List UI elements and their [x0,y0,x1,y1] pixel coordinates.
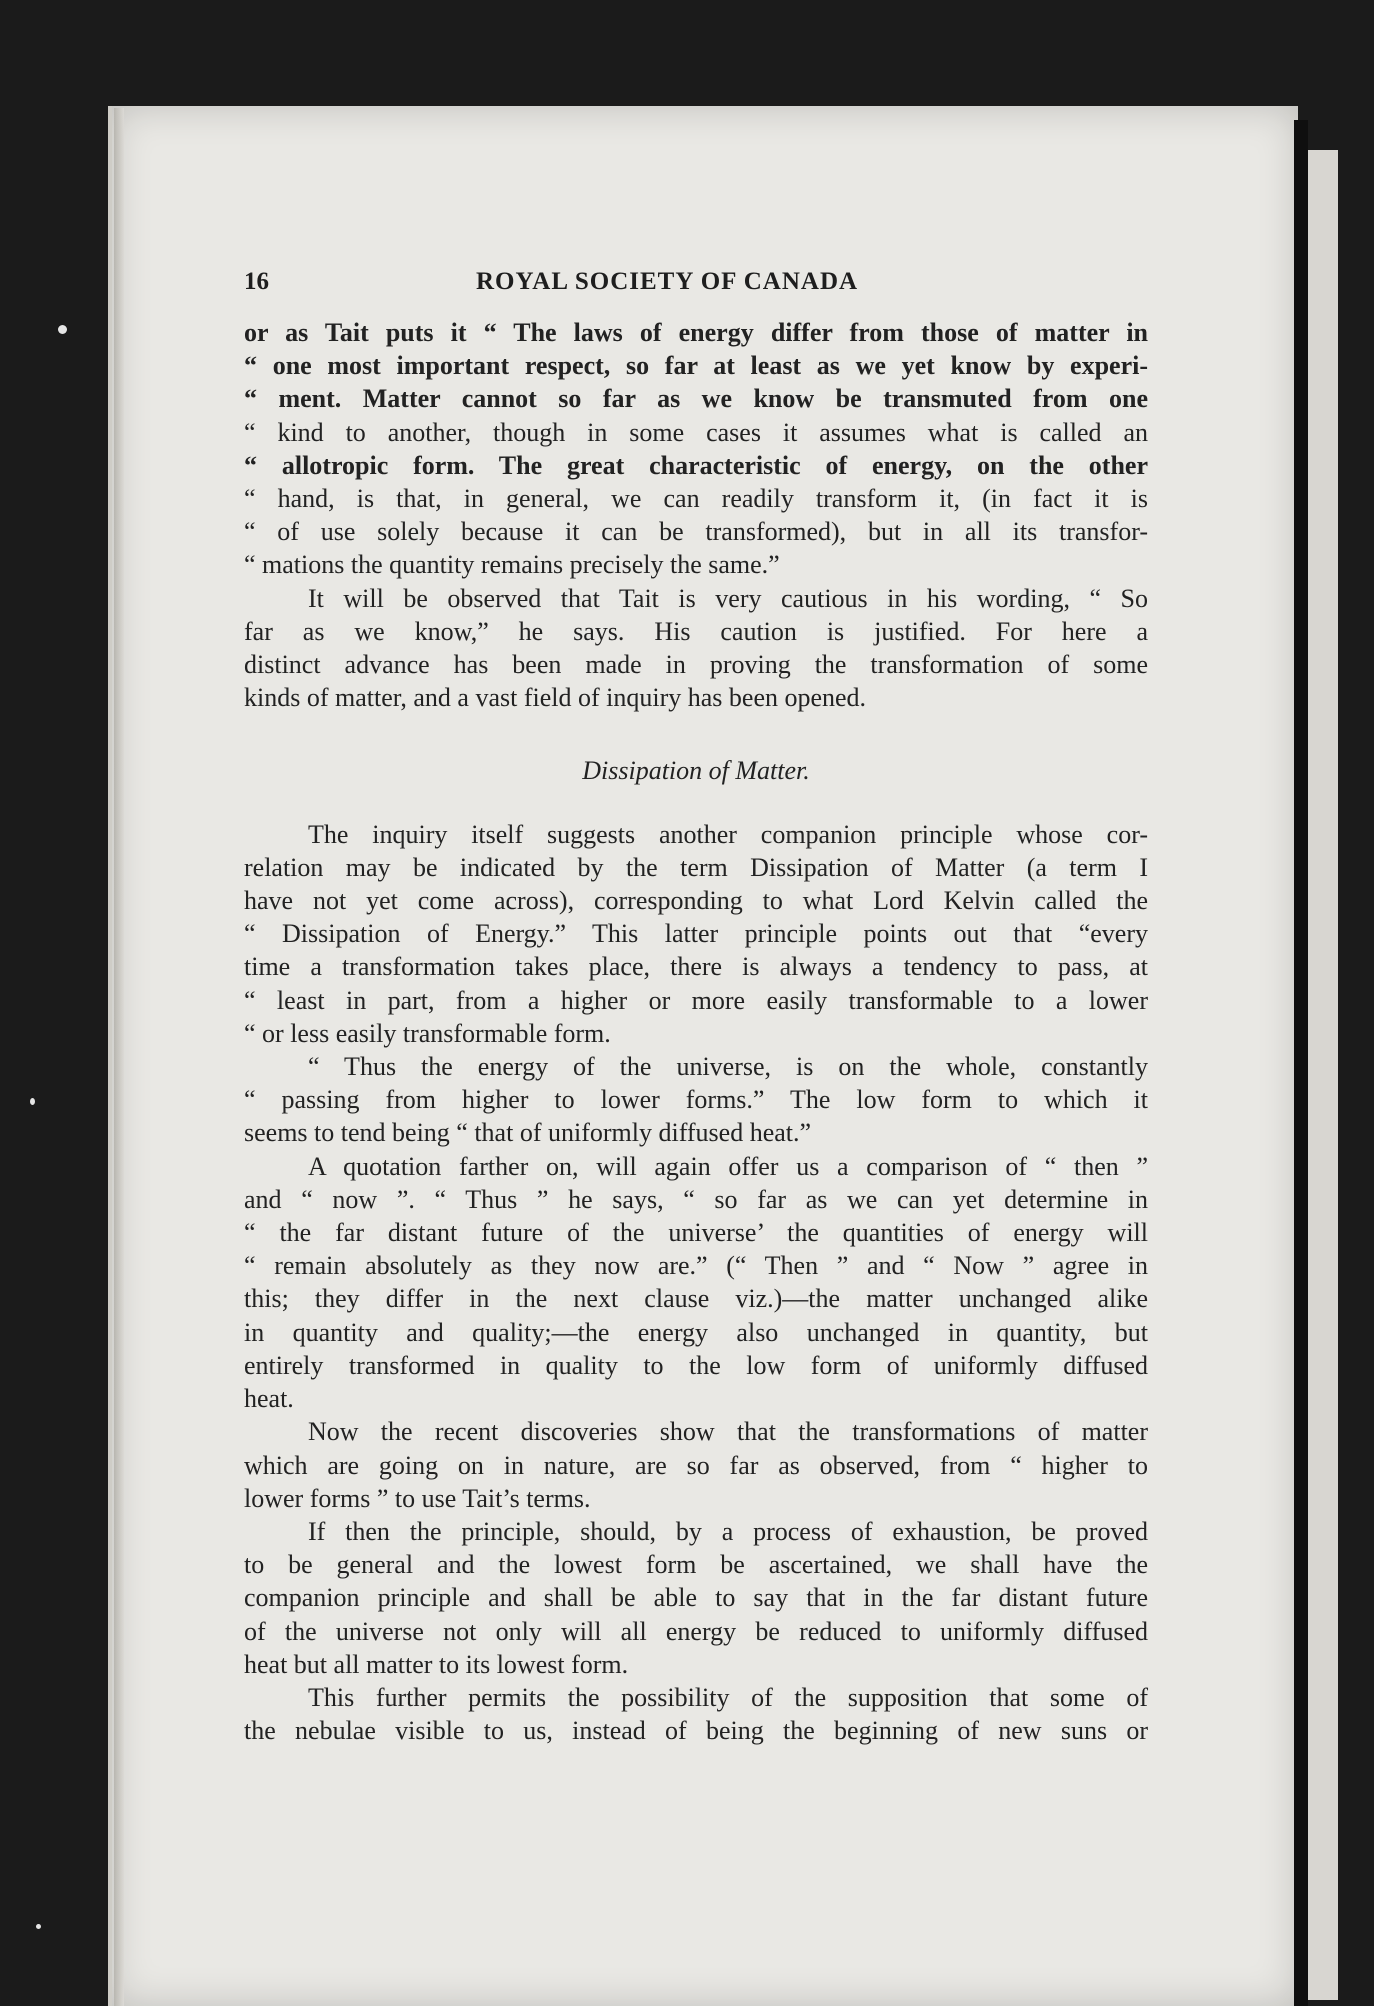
text-line: “ kind to another, though in some cases it assumes what is called an [244,417,1148,447]
text-line: and “ now ”. “ Thus ” he says, “ so far as we can yet determine in [244,1184,1148,1214]
text-line: It will be observed that Tait is very cautious in his wording, “ So [308,583,1148,613]
text-line: this; they differ in the next clause viz.)—the matter unchanged alike [244,1284,1148,1314]
page-gutter [114,108,124,2006]
next-page-edge [1308,150,1338,2000]
paragraph [244,1515,1148,1681]
dust-speck [30,1098,35,1105]
dust-speck [58,325,67,334]
text-line: “ ment. Matter cannot so far as we know be transmuted from one [244,384,1148,414]
text-line: to be general and the lowest form be ascertained, we shall have the [244,1550,1148,1580]
text-line: This further permits the possibility of the supposition that some of [308,1682,1148,1712]
paragraph [244,1150,1148,1416]
text-line: “ of use solely because it can be transformed), but in all its transfor- [244,517,1148,547]
text-line: “ Dissipation of Energy.” This latter principle points out that “every [244,919,1148,949]
text-line: have not yet come across), corresponding to what Lord Kelvin called the [244,886,1148,916]
text-line: “ allotropic form. The great characteristic of energy, on the other [244,450,1148,480]
running-title: ROYAL SOCIETY OF CANADA [476,268,859,295]
page-number: 16 [244,268,269,295]
text-line: distinct advance has been made in proving the transformation of some [244,650,1148,680]
text-line: heat but all matter to its lowest form. [244,1649,629,1679]
text-line: “ Thus the energy of the universe, is on the whole, constantly [308,1052,1148,1082]
paragraph [244,818,1148,1050]
text-line: “ the far distant future of the universe’ the quantities of energy will [244,1218,1148,1248]
page-edge-shadow [1294,120,1308,2006]
text-line: seems to tend being “ that of uniformly diffused heat.” [244,1118,812,1148]
text-line: companion principle and shall be able to say that in the far distant future [244,1583,1148,1613]
text-line: heat. [244,1384,294,1414]
text-line: in quantity and quality;—the energy also unchanged in quantity, but [244,1317,1148,1347]
text-line: entirely transformed in quality to the low form of uniformly diffused [244,1350,1148,1380]
paragraph [244,1415,1148,1515]
text-line: “ or less easily transformable form. [244,1018,611,1048]
dust-speck [36,1924,41,1929]
text-line: “ remain absolutely as they now are.” (“ Then ” and “ Now ” agree in [244,1251,1148,1281]
text-line: relation may be indicated by the term Dissipation of Matter (a term I [244,852,1148,882]
paragraph [244,1050,1148,1150]
text-line: lower forms ” to use Tait’s terms. [244,1483,591,1513]
text-line: far as we know,” he says. His caution is justified. For here a [244,616,1148,646]
text-line: Now the recent discoveries show that the transformations of matter [308,1417,1148,1447]
text-line: kinds of matter, and a vast field of inquiry has been opened. [244,683,867,713]
text-line: time a transformation takes place, there is always a tendency to pass, at [244,952,1148,982]
text-line: “ least in part, from a higher or more easily transformable to a lower [244,985,1148,1015]
paragraph [244,1681,1148,1747]
text-line: “ one most important respect, so far at least as we yet know by experi- [244,351,1148,381]
text-line: The inquiry itself suggests another companion principle whose cor- [308,819,1148,849]
text-line: which are going on in nature, are so far as observed, from “ higher to [244,1450,1148,1480]
text-line: or as Tait puts it “ The laws of energy differ from those of matter in [244,318,1148,347]
paragraph [244,316,1148,582]
page-body [244,316,1148,1747]
paragraph [244,582,1148,715]
text-line: the nebulae visible to us, instead of being the beginning of new suns or [244,1716,1148,1746]
text-line: “ passing from higher to lower forms.” The low form to which it [244,1085,1148,1115]
section-heading: Dissipation of Matter. [582,756,810,786]
text-line: A quotation farther on, will again offer us a comparison of “ then ” [308,1151,1148,1181]
text-line: of the universe not only will all energy be reduced to uniformly diffused [244,1616,1148,1646]
text-line: If then the principle, should, by a process of exhaustion, be proved [308,1516,1148,1546]
text-line: “ hand, is that, in general, we can readily transform it, (in fact it is [244,484,1148,514]
text-line: “ mations the quantity remains precisely the same.” [244,550,780,580]
